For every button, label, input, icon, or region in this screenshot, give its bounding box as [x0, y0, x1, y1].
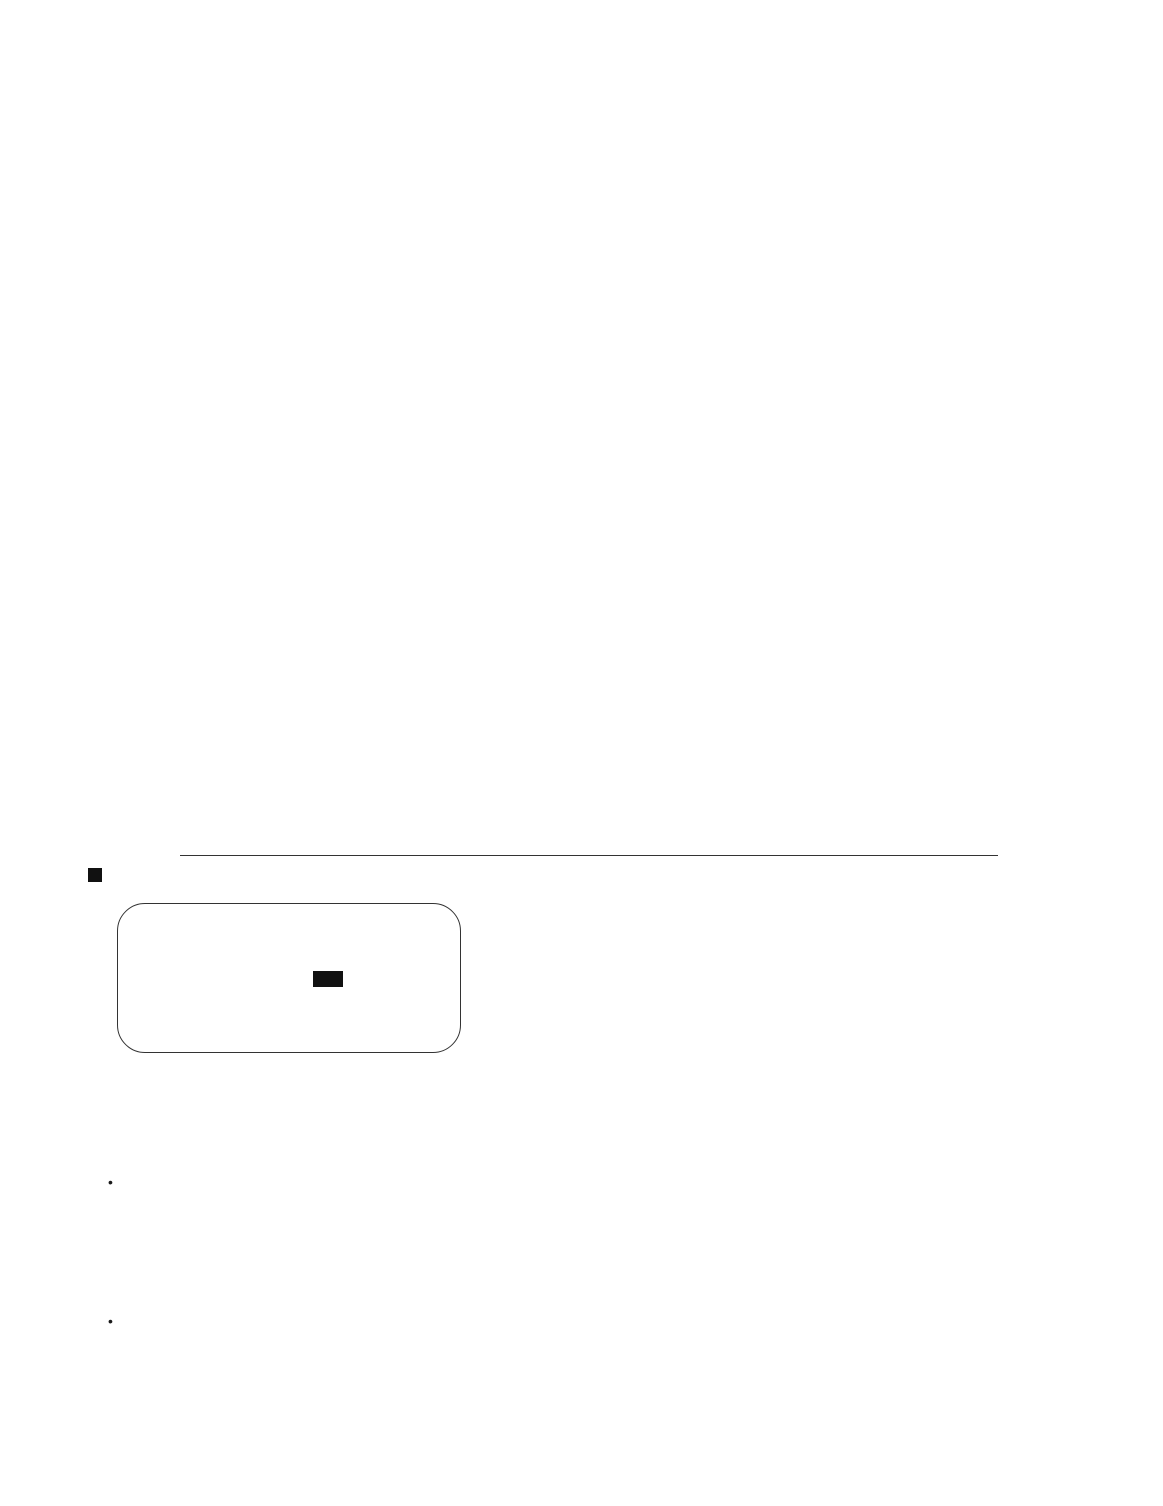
bullet-deur-ifda: •	[108, 1174, 121, 1190]
section-bullet-square	[88, 868, 102, 882]
divider	[180, 855, 998, 856]
bullet-deur-power: •	[108, 1313, 121, 1329]
inset-ps-badge	[313, 971, 343, 987]
inset-box	[117, 903, 461, 1053]
